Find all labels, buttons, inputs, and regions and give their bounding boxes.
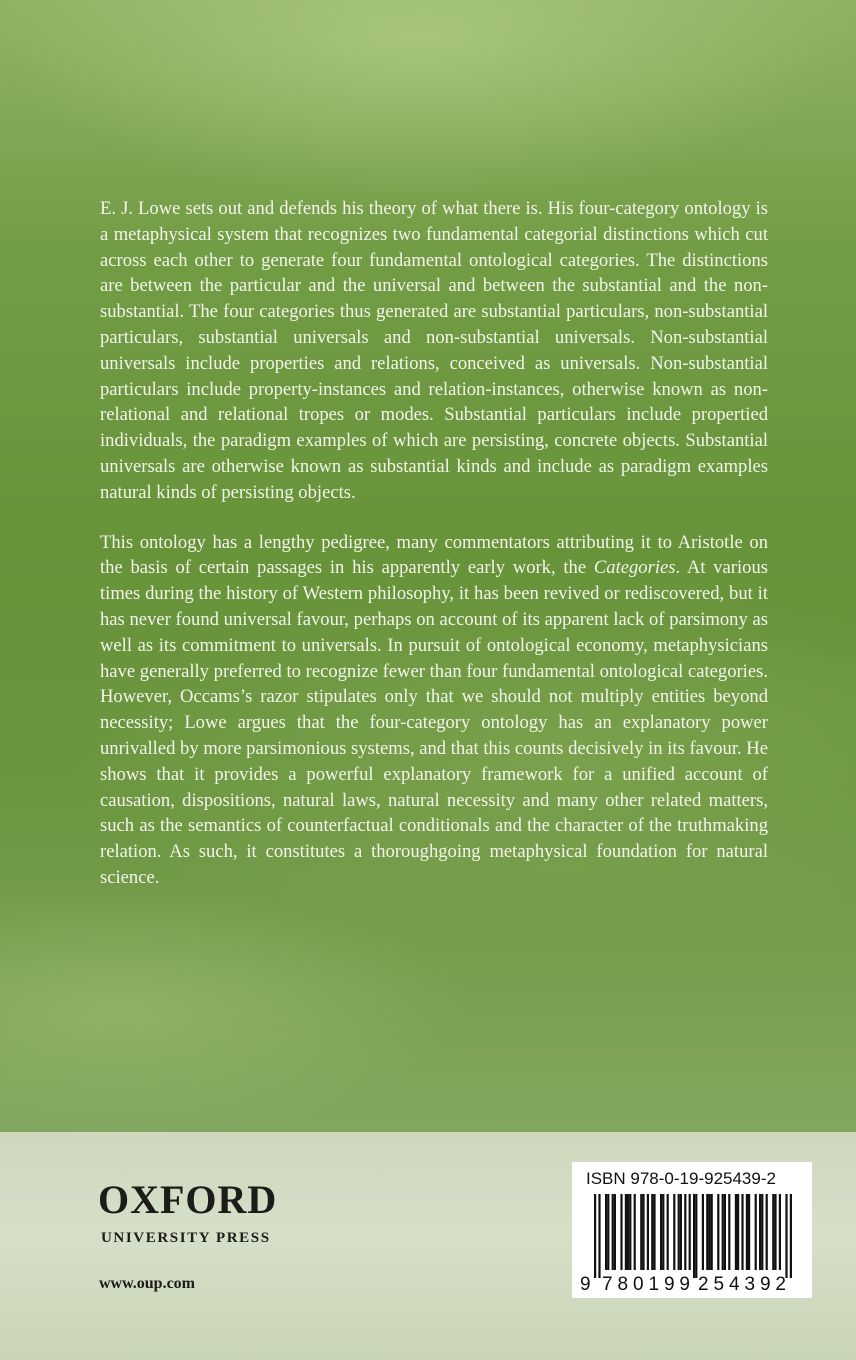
isbn-label: ISBN 978-0-19-925439-2 [586, 1169, 776, 1188]
barcode-bar [706, 1194, 708, 1270]
barcode-bar [651, 1194, 653, 1270]
barcode-bar [746, 1194, 748, 1270]
barcode-bar [735, 1194, 737, 1270]
barcode-bar [629, 1194, 631, 1270]
barcode-bar [790, 1194, 792, 1278]
barcode-bar [653, 1194, 655, 1270]
barcode-bar [642, 1194, 644, 1270]
barcode-bar [605, 1194, 607, 1270]
barcode-bar [766, 1194, 768, 1270]
barcode-bar [634, 1194, 636, 1270]
barcode-bar [695, 1194, 697, 1278]
barcode-bar [741, 1194, 743, 1270]
barcode-bar [772, 1194, 774, 1270]
barcode-bar [667, 1194, 669, 1270]
barcode-bar [647, 1194, 649, 1270]
book-title-categories: Categories [593, 557, 676, 579]
blurb-paragraph-1: E. J. Lowe sets out and defends his theory of what there is. His four-category ontology is a metaphysical system that recognizes two fundamental categorial distinctions which cut across each other to generate four fundamental ontological categories. The distinctions are between the particular and the universal and between the substantial and the non-substantial. The four categories thus generated are substantial particulars, non-substantial particulars, substantial universals and non-substantial universals. Non-substantial universals include properties and relations, conceived as universals. Non-substantial particulars include property-instances and relation-instances, otherwise known as non-relational and relational tropes or modes. Substantial particulars include propertied individuals, the paradigm examples of which are persisting, concrete objects. Substantial universals are otherwise known as substantial kinds and include as paradigm examples natural kinds of persisting objects. [100, 198, 768, 503]
barcode-bar [662, 1194, 664, 1270]
barcode-bar [625, 1194, 627, 1270]
barcode-bar [711, 1194, 713, 1270]
barcode-bar [759, 1194, 761, 1270]
barcode-right-digits: 254392 [698, 1274, 786, 1294]
barcode-bars [578, 1194, 806, 1294]
barcode-bar [755, 1194, 757, 1270]
barcode-bar [627, 1194, 629, 1270]
barcode-bar [620, 1194, 622, 1270]
barcode-bar [607, 1194, 609, 1270]
publisher-logo: OXFORD [98, 1177, 278, 1222]
barcode-bar [724, 1194, 726, 1270]
barcode-bar [693, 1194, 695, 1278]
barcode-bar [779, 1194, 781, 1270]
blurb-text [100, 196, 768, 915]
barcode-bar [689, 1194, 691, 1270]
isbn-barcode [572, 1162, 812, 1298]
barcode-bar [761, 1194, 763, 1270]
barcode-bar [594, 1194, 596, 1278]
blurb-p2-part-2: . At various times during the history of Western philosophy, it has been revived or rediscovered, but it has never found universal favour, perhaps on account of its apparent lack of parsimony as well as its commitment to universals. In pursuit of ontological economy, metaphysicians have generally preferred to recognize fewer than four fundamental ontological categories. However, Occams’s razor stipulates only that we should not multiply entities beyond necessity; Lowe argues that the four-category ontology has an explanatory power unrivalled by more parsimonious systems, and that this counts decisively in its favour. He shows that it provides a powerful explanatory framework for a unified account of causation, dispositions, natural laws, natural necessity and many other related matters, such as the semantics of counterfactual conditionals and the character of the truthmaking relation. As such, it constitutes a thoroughgoing metaphysical foundation for natural science. [100, 557, 768, 888]
barcode-bar [614, 1194, 616, 1270]
barcode-bar [717, 1194, 719, 1270]
barcode-bar [660, 1194, 662, 1270]
barcode-lead-digit: 9 [580, 1274, 591, 1294]
blurb-p2-part-1: This ontology has a lengthy pedigree, many commentators attributing it to Aristotle on the basis of certain passages in his apparently early work, the [100, 531, 768, 579]
blurb-paragraph-2 [100, 530, 768, 891]
publisher-subtitle: UNIVERSITY PRESS [101, 1230, 271, 1246]
barcode-bar [612, 1194, 614, 1270]
barcode-bar [748, 1194, 750, 1270]
barcode-bar [680, 1194, 682, 1270]
barcode-bar [640, 1194, 642, 1270]
barcode-bar [684, 1194, 686, 1270]
publisher-website[interactable]: www.oup.com [99, 1275, 196, 1292]
barcode-bar [728, 1194, 730, 1270]
barcode-bar [598, 1194, 600, 1278]
barcode-bar [737, 1194, 739, 1270]
barcode-left-digits: 780199 [602, 1274, 690, 1294]
barcode-bar [785, 1194, 787, 1278]
barcode-bar [673, 1194, 675, 1270]
barcode-bar [702, 1194, 704, 1270]
barcode-bar [722, 1194, 724, 1270]
barcode-bar [774, 1194, 776, 1270]
barcode-bar [708, 1194, 710, 1270]
barcode-bar [678, 1194, 680, 1270]
